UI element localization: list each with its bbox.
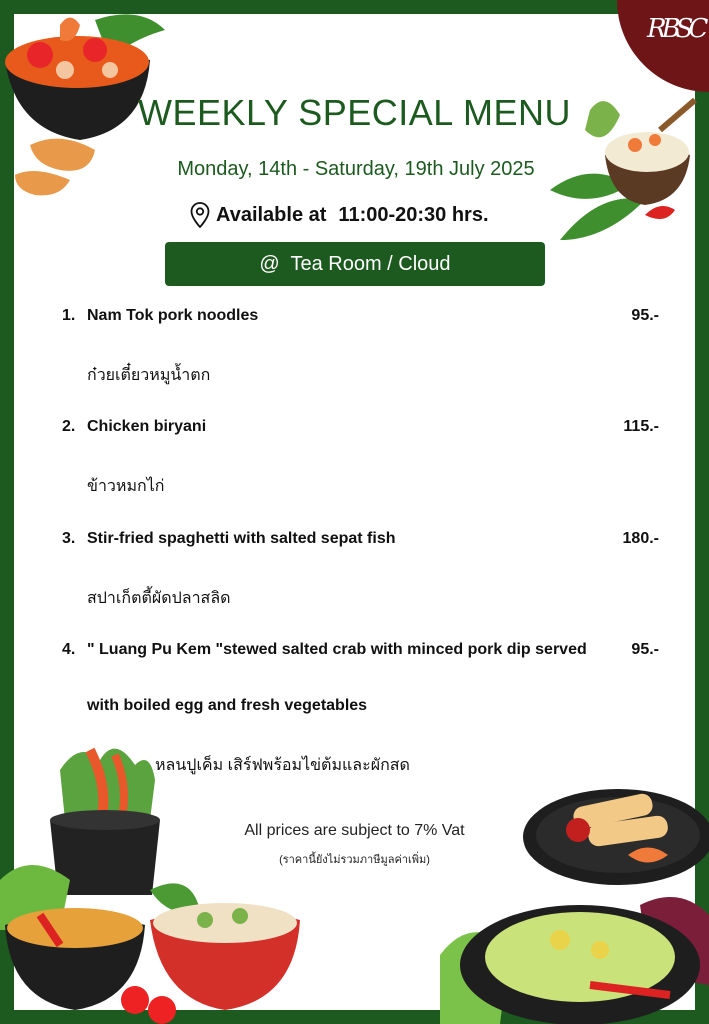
vat-note-thai: (ราคานี้ยังไม่รวมภาษีมูลค่าเพิ่ม) [279,854,430,866]
availability-line [190,200,489,230]
menu-item-number: 3. [62,530,76,547]
menu-item-name-continued: with boiled egg and fresh vegetables [87,697,368,714]
menu-item-number: 1. [62,307,76,324]
club-logo: RBSC [647,14,704,44]
availability-hours: 11:00-20:30 hrs. [338,203,489,226]
page-title: WEEKLY SPECIAL MENU [138,92,571,133]
venue-banner [165,242,545,286]
menu-item-thai-name: สปาเก็ตตี้ผัดปลาสลิด [87,590,231,607]
menu-item-price: 95.- [631,641,659,658]
menu-item-price: 95.- [631,307,659,324]
date-range: Monday, 14th - Saturday, 19th July 2025 [177,158,535,180]
location-pin-icon [190,202,210,228]
menu-item-name: Stir-fried spaghetti with salted sepat fish [87,530,396,547]
availability-label: Available at [216,203,327,226]
menu-item-thai-name: หลนปูเค็ม เสิร์ฟพร้อมไข่ต้มและผักสด [155,757,410,774]
menu-item-number: 4. [62,641,76,658]
menu-item-price: 180.- [622,530,659,547]
menu-item-name: Nam Tok pork noodles [87,307,259,324]
venue-label: @ Tea Room / Cloud [259,252,451,275]
curry-bowls-illustration [0,850,320,1024]
menu-item-number: 2. [62,418,76,435]
menu-item-name: Chicken biryani [87,418,207,435]
vat-note: All prices are subject to 7% Vat [244,822,465,839]
menu-item-name: " Luang Pu Kem "stewed salted crab with minced pork dip served [87,641,587,658]
menu-item-thai-name: ข้าวหมกไก่ [87,478,165,495]
menu-item-thai-name: ก๋วยเตี๋ยวหมูน้ำตก [87,367,211,384]
menu-item-price: 115.- [623,418,659,435]
papaya-salad-plate-illustration [440,885,709,1024]
